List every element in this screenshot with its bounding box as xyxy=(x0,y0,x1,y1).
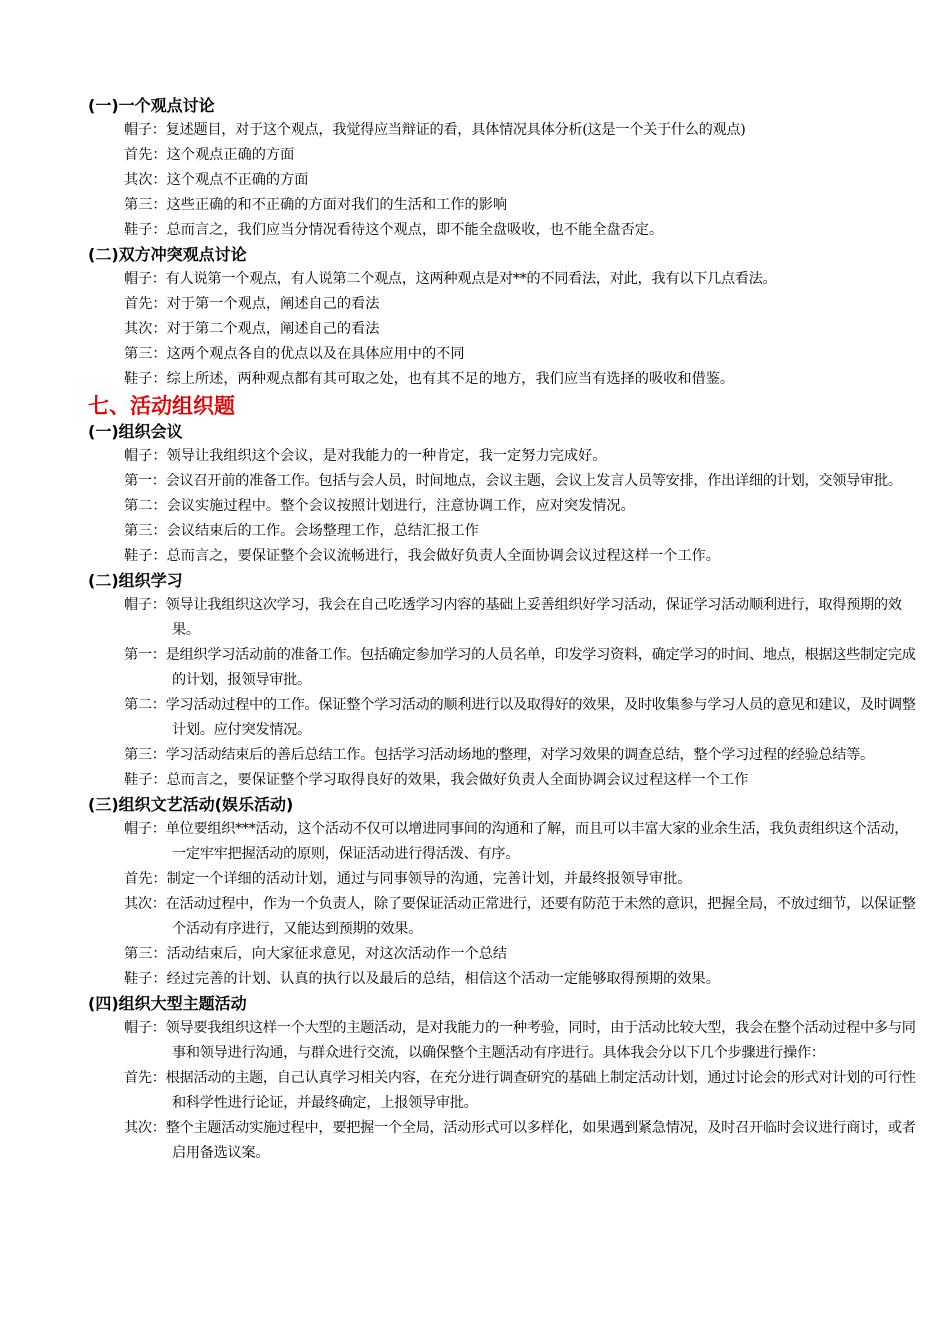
paragraph: 第三：活动结束后，向大家征求意见，对这次活动作一个总结 xyxy=(124,946,508,962)
paragraph: 第一：是组织学习活动前的准备工作。包括确定参加学习的人员名单，印发学习资料，确定学习的时间、地点，根据这些制定完成的计划，报领导审批。 xyxy=(124,647,916,688)
paragraph: 首先：这个观点正确的方面 xyxy=(124,147,295,163)
paragraph: 帽子：复述题目，对于这个观点，我觉得应当辩证的看，具体情况具体分析(这是一个关于什么的观点) xyxy=(124,122,746,138)
paragraph: 其次：在活动过程中，作为一个负责人，除了要保证活动正常进行，还要有防范于未然的意识，把握全局，不放过细节，以保证整个活动有序进行，又能达到预期的效果。 xyxy=(124,896,916,937)
paragraph: 其次：整个主题活动实施过程中，要把握一个全局，活动形式可以多样化，如果遇到紧急情况，及时召开临时会议进行商讨，或者启用备选议案。 xyxy=(124,1120,916,1161)
paragraph: 鞋子：综上所述，两种观点都有其可取之处，也有其不足的地方，我们应当有选择的吸收和借鉴。 xyxy=(124,371,735,387)
paragraph: 第三：这两个观点各自的优点以及在具体应用中的不同 xyxy=(124,346,465,362)
paragraph: 第一：会议召开前的准备工作。包括与会人员，时间地点，会议主题，会议上发言人员等安排，作出详细的计划，交领导审批。 xyxy=(124,473,902,489)
paragraph: 第三：会议结束后的工作。会场整理工作，总结汇报工作 xyxy=(124,523,479,539)
section-heading: (四)组织大型主题活动 xyxy=(88,994,247,1013)
paragraph: 帽子：领导让我组织这个会议，是对我能力的一种肯定，我一定努力完成好。 xyxy=(124,448,607,464)
paragraph: 帽子：单位要组织***活动，这个活动不仅可以增进同事间的沟通和了解，而且可以丰富大家的业余生活，我负责组织这个活动，一定牢牢把握活动的原则，保证活动进行得活泼、有序。 xyxy=(124,821,909,862)
paragraph: 首先：制定一个详细的活动计划，通过与同事领导的沟通，完善计划，并最终报领导审批。 xyxy=(124,871,692,887)
paragraph: 第三：这些正确的和不正确的方面对我们的生活和工作的影响 xyxy=(124,197,508,213)
paragraph: 首先：对于第一个观点，阐述自己的看法 xyxy=(124,296,380,312)
document-content xyxy=(88,94,918,1166)
section-heading: (二)双方冲突观点讨论 xyxy=(88,245,247,264)
paragraph: 首先：根据活动的主题，自己认真学习相关内容，在充分进行调查研究的基础上制定活动计划，通过讨论会的形式对计划的可行性和科学性进行论证，并最终确定，上报领导审批。 xyxy=(124,1070,916,1111)
paragraph: 鞋子：总而言之，我们应当分情况看待这个观点，即不能全盘吸收，也不能全盘否定。 xyxy=(124,222,664,238)
paragraph: 鞋子：经过完善的计划、认真的执行以及最后的总结，相信这个活动一定能够取得预期的效果。 xyxy=(124,971,720,987)
chapter-heading: 七、活动组织题 xyxy=(88,394,235,418)
paragraph: 鞋子：总而言之，要保证整个学习取得良好的效果，我会做好负责人全面协调会议过程这样一个工作 xyxy=(124,772,749,788)
paragraph: 第二：学习活动过程中的工作。保证整个学习活动的顺利进行以及取得好的效果，及时收集参与学习人员的意见和建议，及时调整计划。应付突发情况。 xyxy=(124,697,916,738)
section-heading: (三)组织文艺活动(娱乐活动) xyxy=(88,795,294,814)
paragraph: 帽子：有人说第一个观点，有人说第二个观点，这两种观点是对**的不同看法，对此，我有以下几点看法。 xyxy=(124,271,777,287)
paragraph: 第二：会议实施过程中。整个会议按照计划进行，注意协调工作，应对突发情况。 xyxy=(124,498,635,514)
section-heading: (一)组织会议 xyxy=(88,422,183,441)
paragraph: 鞋子：总而言之，要保证整个会议流畅进行，我会做好负责人全面协调会议过程这样一个工作。 xyxy=(124,548,720,564)
paragraph: 帽子：领导让我组织这次学习，我会在自己吃透学习内容的基础上妥善组织好学习活动，保证学习活动顺利进行，取得预期的效果。 xyxy=(124,597,902,638)
section-heading: (一)一个观点讨论 xyxy=(88,96,215,115)
paragraph: 帽子：领导要我组织这样一个大型的主题活动，是对我能力的一种考验，同时，由于活动比较大型，我会在整个活动过程中多与同事和领导进行沟通，与群众进行交流，以确保整个主题活动有序进行。具体我会分以下几个步骤进行操作： xyxy=(124,1020,916,1061)
paragraph: 第三：学习活动结束后的善后总结工作。包括学习活动场地的整理，对学习效果的调查总结，整个学习过程的经验总结等。 xyxy=(124,747,874,763)
paragraph: 其次：这个观点不正确的方面 xyxy=(124,172,309,188)
section-heading: (二)组织学习 xyxy=(88,571,183,590)
paragraph: 其次：对于第二个观点，阐述自己的看法 xyxy=(124,321,380,337)
